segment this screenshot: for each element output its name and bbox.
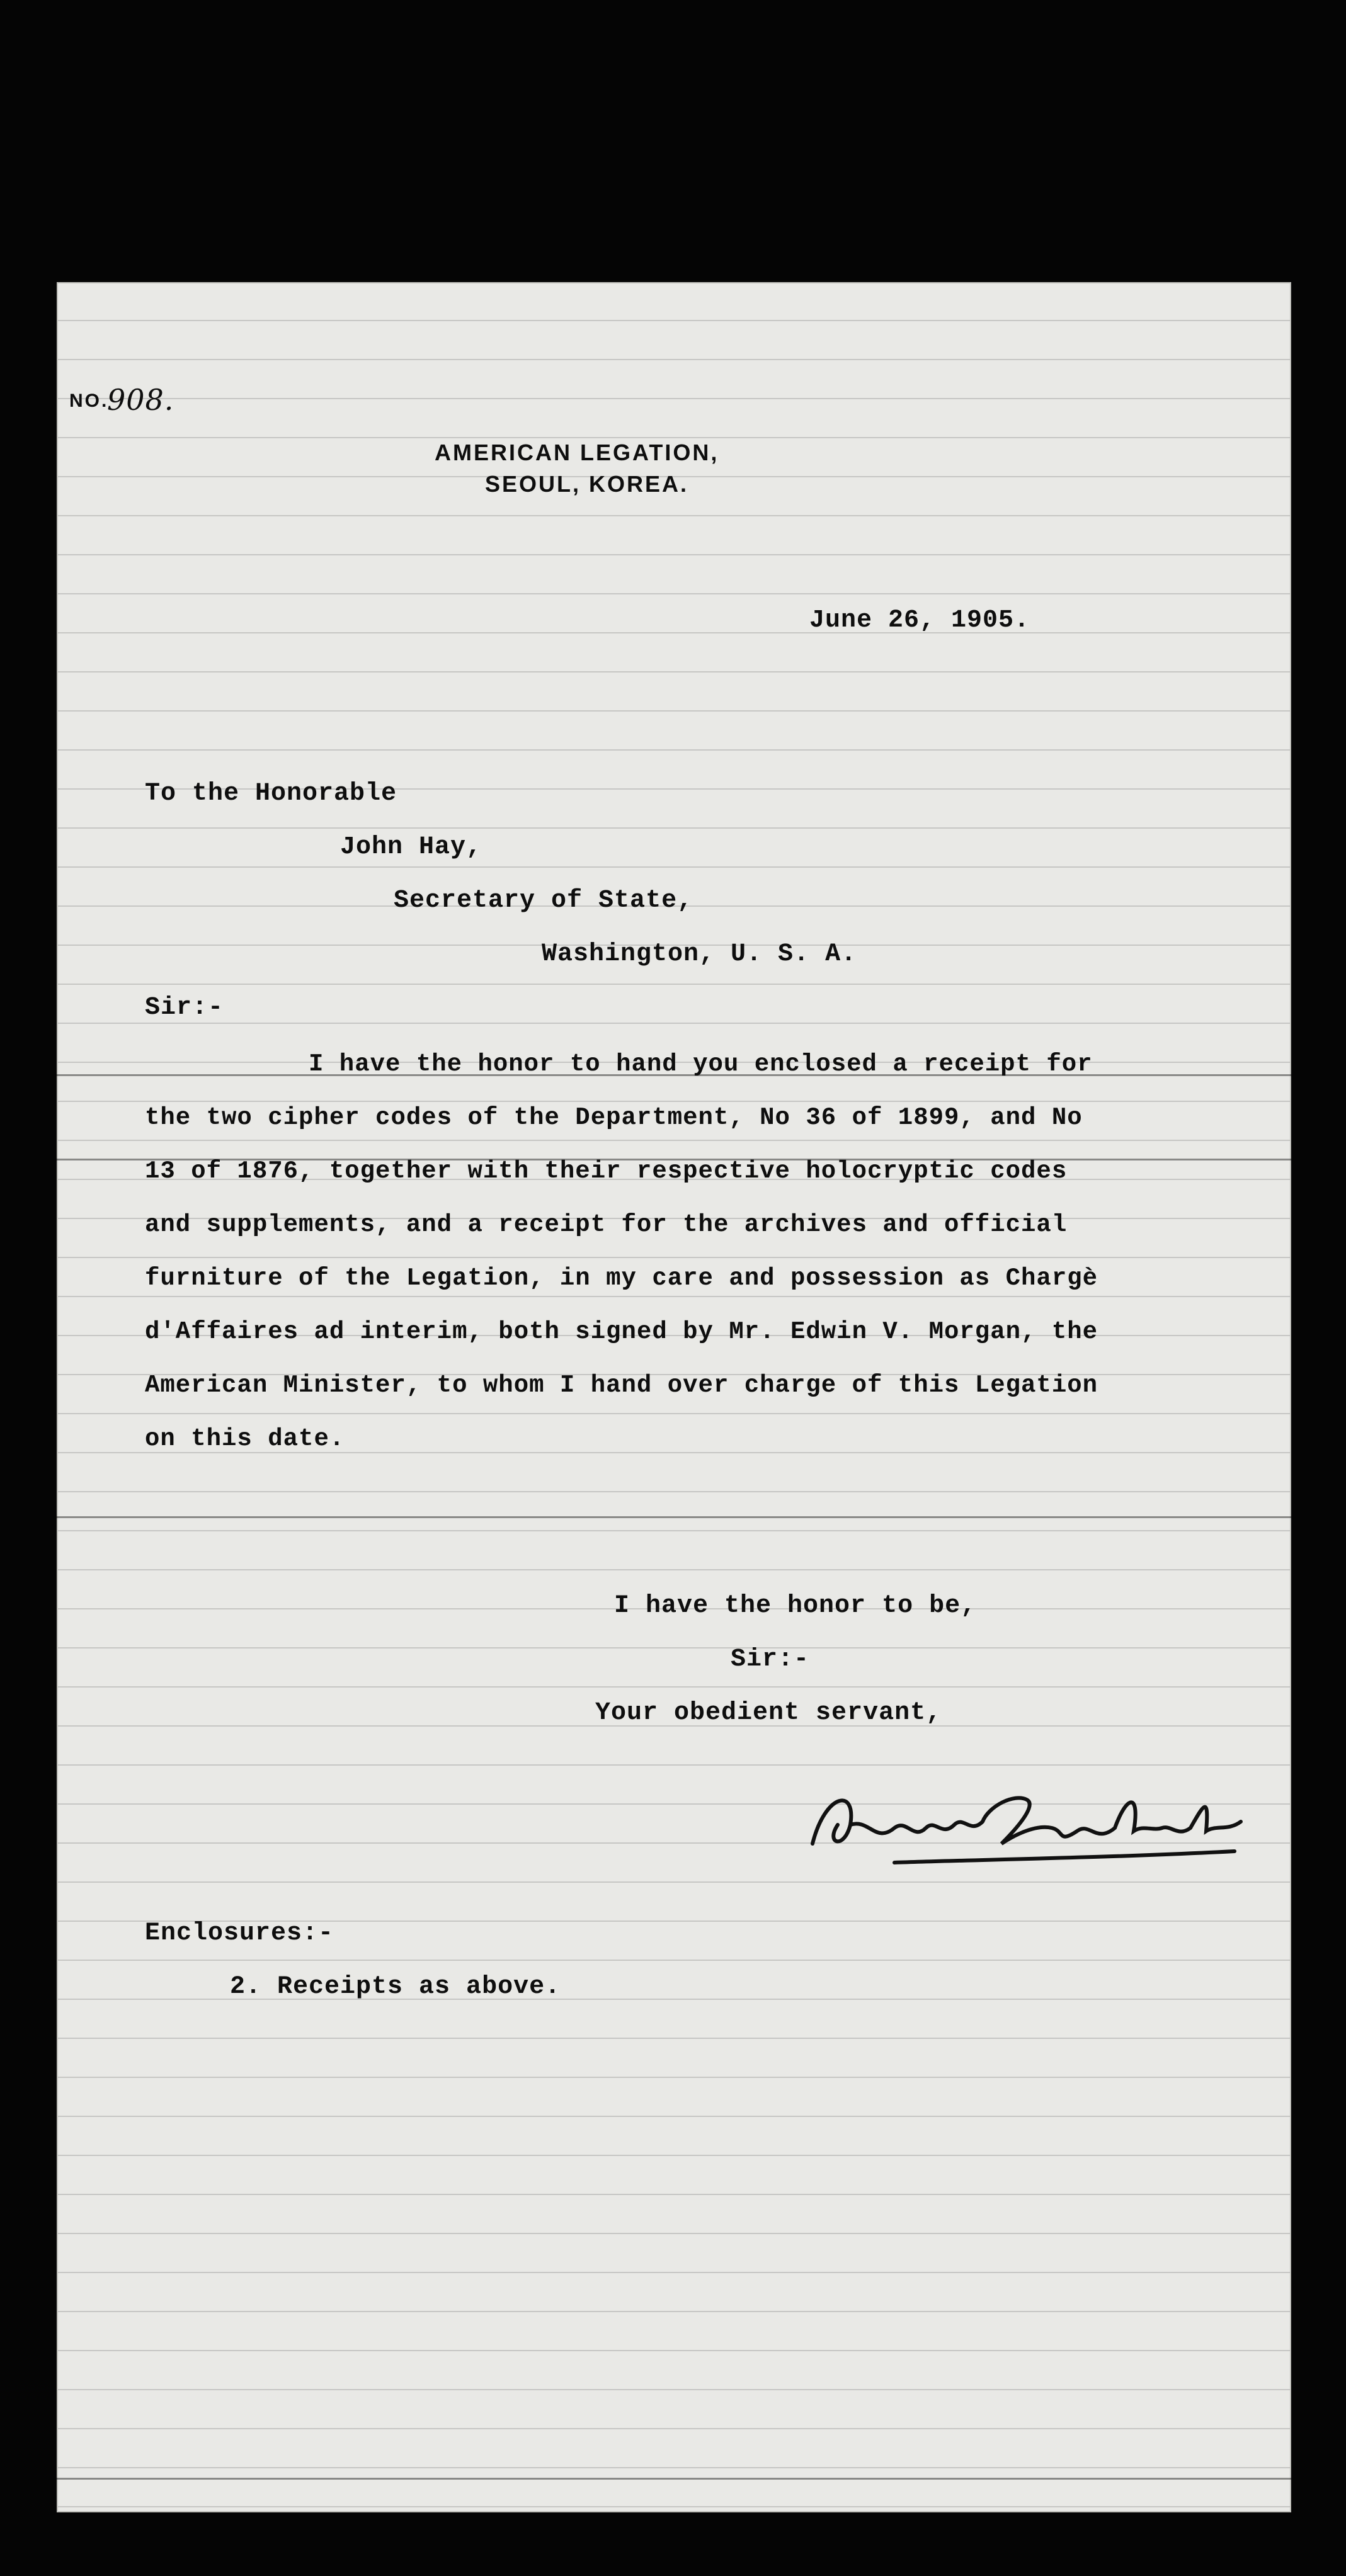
- address-line-3: Secretary of State,: [394, 887, 693, 915]
- ruled-line: [57, 1516, 1291, 1518]
- body-line: d'Affaires ad interim, both signed by Mr. Edwin V. Morgan, the: [145, 1318, 1098, 1346]
- address-line-4: Washington, U. S. A.: [542, 940, 857, 968]
- body-line: American Minister, to whom I hand over charge of this Legation: [145, 1371, 1098, 1399]
- signature: [800, 1768, 1253, 1881]
- salutation: Sir:-: [145, 994, 224, 1022]
- body-line: furniture of the Legation, in my care and possession as Chargè: [145, 1264, 1098, 1292]
- body-line: and supplements, and a receipt for the archives and official: [145, 1211, 1068, 1239]
- closing-line-3: Your obedient servant,: [595, 1699, 942, 1727]
- letter-date: June 26, 1905.: [809, 606, 1030, 635]
- address-line-1: To the Honorable: [145, 780, 397, 808]
- closing-line-1: I have the honor to be,: [614, 1592, 977, 1620]
- enclosures-item: 2. Receipts as above.: [230, 1973, 561, 2001]
- body-line: I have the honor to hand you enclosed a receipt for: [309, 1050, 1093, 1078]
- letter-page: [57, 282, 1291, 2512]
- number-label: NO.: [69, 390, 109, 411]
- letter-number: 908.: [107, 383, 174, 417]
- legation-location: SEOUL, KOREA.: [485, 471, 689, 497]
- body-line: on this date.: [145, 1425, 345, 1453]
- ruled-line: [57, 2478, 1291, 2480]
- body-line: 13 of 1876, together with their respective holocryptic codes: [145, 1157, 1068, 1185]
- address-line-2: John Hay,: [340, 833, 482, 861]
- closing-line-2: Sir:-: [731, 1645, 810, 1674]
- enclosures-label: Enclosures:-: [145, 1919, 334, 1948]
- legation-name: AMERICAN LEGATION,: [435, 440, 719, 465]
- body-line: the two cipher codes of the Department, No 36 of 1899, and No: [145, 1104, 1083, 1132]
